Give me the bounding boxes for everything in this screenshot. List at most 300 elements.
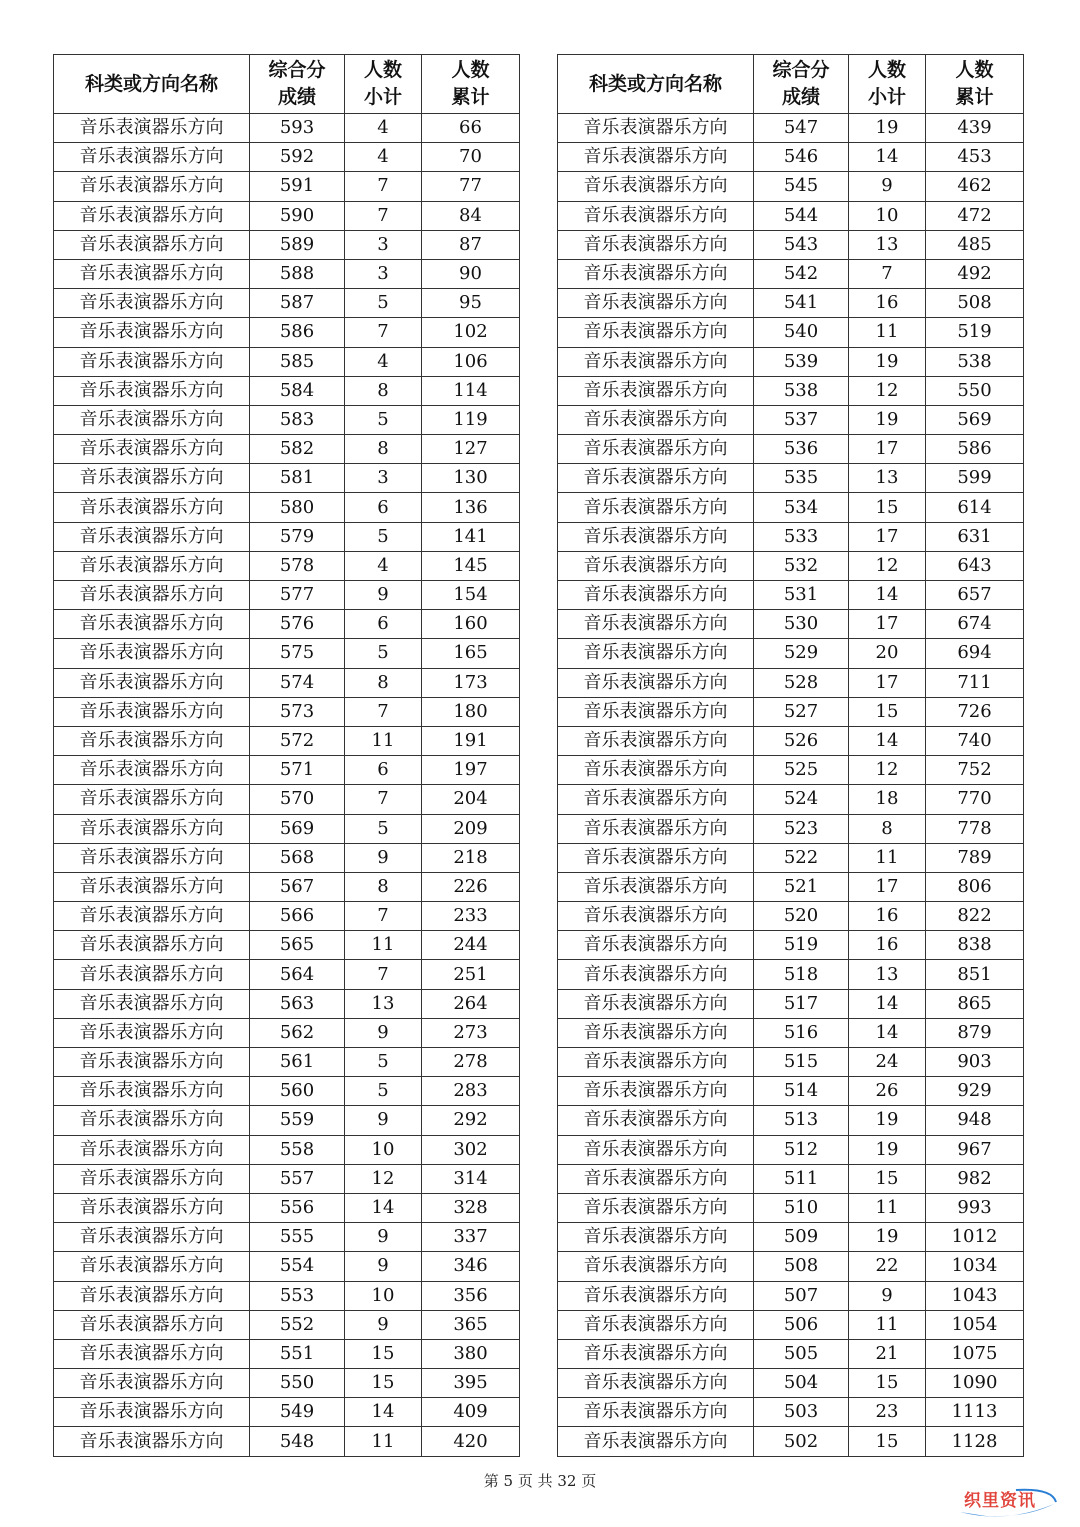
- cell-count: 4: [345, 114, 422, 143]
- cell-count: 26: [849, 1077, 926, 1106]
- cell-cumulative: 657: [926, 581, 1024, 610]
- cell-count: 6: [345, 756, 422, 785]
- cell-cumulative: 770: [926, 785, 1024, 814]
- cell-cumulative: 519: [926, 318, 1024, 347]
- cell-category-name: 音乐表演器乐方向: [558, 1077, 754, 1106]
- cell-score: 512: [754, 1135, 849, 1164]
- cell-score: 532: [754, 551, 849, 580]
- cell-score: 509: [754, 1223, 849, 1252]
- cell-count: 5: [345, 1077, 422, 1106]
- table-row: [558, 464, 1024, 493]
- cell-score: 550: [250, 1369, 345, 1398]
- cell-cumulative: 420: [422, 1427, 520, 1456]
- cell-category-name: 音乐表演器乐方向: [54, 1135, 250, 1164]
- cell-score: 540: [754, 318, 849, 347]
- table-row: [558, 259, 1024, 288]
- cell-score: 546: [754, 143, 849, 172]
- cell-cumulative: 851: [926, 960, 1024, 989]
- header-cumulative: 人数 累计: [422, 55, 520, 114]
- cell-score: 588: [250, 259, 345, 288]
- cell-cumulative: 439: [926, 114, 1024, 143]
- table-header-row: [558, 55, 1024, 114]
- header-count: 人数 小计: [345, 55, 422, 114]
- cell-score: 528: [754, 668, 849, 697]
- cell-cumulative: 119: [422, 405, 520, 434]
- table-row: [54, 610, 520, 639]
- table-row: [558, 1193, 1024, 1222]
- cell-score: 544: [754, 201, 849, 230]
- cell-count: 11: [849, 1193, 926, 1222]
- cell-score: 576: [250, 610, 345, 639]
- table-row: [54, 639, 520, 668]
- cell-category-name: 音乐表演器乐方向: [558, 522, 754, 551]
- cell-cumulative: 218: [422, 843, 520, 872]
- table-row: [54, 376, 520, 405]
- table-row: [558, 1164, 1024, 1193]
- cell-cumulative: 838: [926, 931, 1024, 960]
- cell-count: 13: [849, 230, 926, 259]
- cell-count: 11: [345, 726, 422, 755]
- score-table-right: [557, 54, 1024, 1457]
- footer-prefix: 第: [483, 1472, 499, 1490]
- cell-score: 541: [754, 289, 849, 318]
- cell-cumulative: 106: [422, 347, 520, 376]
- table-row: [54, 697, 520, 726]
- cell-score: 538: [754, 376, 849, 405]
- cell-category-name: 音乐表演器乐方向: [54, 902, 250, 931]
- cell-category-name: 音乐表演器乐方向: [558, 114, 754, 143]
- cell-category-name: 音乐表演器乐方向: [558, 464, 754, 493]
- cell-count: 9: [345, 1310, 422, 1339]
- cell-score: 562: [250, 1018, 345, 1047]
- table-row: [54, 1281, 520, 1310]
- cell-score: 545: [754, 172, 849, 201]
- cell-category-name: 音乐表演器乐方向: [558, 376, 754, 405]
- cell-score: 519: [754, 931, 849, 960]
- cell-cumulative: 967: [926, 1135, 1024, 1164]
- watermark-logo: [956, 1482, 1060, 1522]
- cell-category-name: 音乐表演器乐方向: [54, 1223, 250, 1252]
- cell-cumulative: 87: [422, 230, 520, 259]
- cell-count: 9: [345, 843, 422, 872]
- cell-score: 526: [754, 726, 849, 755]
- cell-count: 19: [849, 347, 926, 376]
- cell-category-name: 音乐表演器乐方向: [54, 639, 250, 668]
- cell-score: 505: [754, 1339, 849, 1368]
- cell-cumulative: 694: [926, 639, 1024, 668]
- cell-count: 16: [849, 931, 926, 960]
- cell-score: 552: [250, 1310, 345, 1339]
- cell-score: 571: [250, 756, 345, 785]
- cell-cumulative: 173: [422, 668, 520, 697]
- cell-score: 514: [754, 1077, 849, 1106]
- table-row: [54, 1106, 520, 1135]
- cell-category-name: 音乐表演器乐方向: [54, 785, 250, 814]
- table-row: [558, 1369, 1024, 1398]
- cell-count: 15: [849, 1369, 926, 1398]
- cell-category-name: 音乐表演器乐方向: [54, 405, 250, 434]
- cell-cumulative: 141: [422, 522, 520, 551]
- cell-count: 13: [345, 989, 422, 1018]
- cell-score: 510: [754, 1193, 849, 1222]
- cell-count: 14: [849, 726, 926, 755]
- cell-count: 24: [849, 1048, 926, 1077]
- cell-cumulative: 302: [422, 1135, 520, 1164]
- cell-category-name: 音乐表演器乐方向: [558, 1252, 754, 1281]
- cell-score: 522: [754, 843, 849, 872]
- cell-score: 592: [250, 143, 345, 172]
- header-name: 科类或方向名称: [54, 55, 250, 114]
- cell-category-name: 音乐表演器乐方向: [558, 493, 754, 522]
- cell-cumulative: 550: [926, 376, 1024, 405]
- cell-cumulative: 508: [926, 289, 1024, 318]
- cell-category-name: 音乐表演器乐方向: [558, 931, 754, 960]
- cell-count: 7: [345, 960, 422, 989]
- cell-cumulative: 752: [926, 756, 1024, 785]
- cell-cumulative: 643: [926, 551, 1024, 580]
- cell-cumulative: 130: [422, 464, 520, 493]
- table-row: [558, 1018, 1024, 1047]
- cell-count: 7: [345, 172, 422, 201]
- header-score: 综合分 成绩: [250, 55, 345, 114]
- cell-category-name: 音乐表演器乐方向: [558, 1135, 754, 1164]
- cell-count: 13: [849, 464, 926, 493]
- cell-category-name: 音乐表演器乐方向: [558, 639, 754, 668]
- table-row: [558, 1077, 1024, 1106]
- cell-cumulative: 993: [926, 1193, 1024, 1222]
- table-row: [54, 726, 520, 755]
- cell-category-name: 音乐表演器乐方向: [558, 668, 754, 697]
- cell-category-name: 音乐表演器乐方向: [54, 960, 250, 989]
- table-row: [558, 172, 1024, 201]
- cell-count: 12: [849, 376, 926, 405]
- cell-cumulative: 1128: [926, 1427, 1024, 1456]
- table-row: [558, 960, 1024, 989]
- table-row: [54, 289, 520, 318]
- footer-total-pages: 32: [557, 1472, 577, 1490]
- cell-category-name: 音乐表演器乐方向: [54, 931, 250, 960]
- cell-cumulative: 191: [422, 726, 520, 755]
- cell-cumulative: 160: [422, 610, 520, 639]
- cell-cumulative: 244: [422, 931, 520, 960]
- cell-score: 569: [250, 814, 345, 843]
- cell-score: 520: [754, 902, 849, 931]
- cell-score: 513: [754, 1106, 849, 1135]
- cell-score: 523: [754, 814, 849, 843]
- cell-category-name: 音乐表演器乐方向: [54, 114, 250, 143]
- cell-category-name: 音乐表演器乐方向: [54, 1077, 250, 1106]
- table-row: [54, 902, 520, 931]
- cell-score: 580: [250, 493, 345, 522]
- cell-category-name: 音乐表演器乐方向: [558, 1369, 754, 1398]
- cell-score: 593: [250, 114, 345, 143]
- cell-count: 22: [849, 1252, 926, 1281]
- cell-count: 7: [345, 201, 422, 230]
- table-row: [558, 610, 1024, 639]
- cell-score: 537: [754, 405, 849, 434]
- table-row: [558, 872, 1024, 901]
- cell-cumulative: 711: [926, 668, 1024, 697]
- cell-score: 533: [754, 522, 849, 551]
- cell-score: 586: [250, 318, 345, 347]
- table-row: [558, 668, 1024, 697]
- cell-cumulative: 283: [422, 1077, 520, 1106]
- cell-category-name: 音乐表演器乐方向: [558, 697, 754, 726]
- table-row: [54, 1164, 520, 1193]
- cell-cumulative: 599: [926, 464, 1024, 493]
- table-row: [558, 376, 1024, 405]
- cell-cumulative: 726: [926, 697, 1024, 726]
- cell-category-name: 音乐表演器乐方向: [558, 1048, 754, 1077]
- table-row: [54, 259, 520, 288]
- cell-cumulative: 806: [926, 872, 1024, 901]
- cell-score: 531: [754, 581, 849, 610]
- cell-count: 8: [849, 814, 926, 843]
- cell-category-name: 音乐表演器乐方向: [558, 726, 754, 755]
- cell-score: 568: [250, 843, 345, 872]
- cell-count: 10: [345, 1135, 422, 1164]
- cell-category-name: 音乐表演器乐方向: [54, 1193, 250, 1222]
- cell-count: 14: [849, 1018, 926, 1047]
- table-row: [54, 1369, 520, 1398]
- table-row: [54, 230, 520, 259]
- header-cumulative: 人数 累计: [926, 55, 1024, 114]
- cell-cumulative: 865: [926, 989, 1024, 1018]
- table-row: [558, 1310, 1024, 1339]
- cell-score: 508: [754, 1252, 849, 1281]
- cell-cumulative: 982: [926, 1164, 1024, 1193]
- cell-category-name: 音乐表演器乐方向: [558, 1281, 754, 1310]
- cell-cumulative: 180: [422, 697, 520, 726]
- cell-count: 10: [345, 1281, 422, 1310]
- table-row: [558, 1048, 1024, 1077]
- cell-count: 23: [849, 1398, 926, 1427]
- table-row: [558, 902, 1024, 931]
- cell-count: 10: [849, 201, 926, 230]
- cell-cumulative: 631: [926, 522, 1024, 551]
- cell-score: 578: [250, 551, 345, 580]
- cell-score: 549: [250, 1398, 345, 1427]
- table-row: [54, 1427, 520, 1456]
- table-row: [54, 464, 520, 493]
- table-row: [54, 1310, 520, 1339]
- cell-category-name: 音乐表演器乐方向: [558, 1223, 754, 1252]
- cell-category-name: 音乐表演器乐方向: [54, 610, 250, 639]
- cell-count: 14: [345, 1398, 422, 1427]
- cell-score: 536: [754, 435, 849, 464]
- cell-score: 590: [250, 201, 345, 230]
- cell-score: 504: [754, 1369, 849, 1398]
- cell-category-name: 音乐表演器乐方向: [558, 143, 754, 172]
- cell-cumulative: 614: [926, 493, 1024, 522]
- cell-count: 12: [849, 551, 926, 580]
- table-row: [558, 697, 1024, 726]
- cell-cumulative: 569: [926, 405, 1024, 434]
- header-name: 科类或方向名称: [558, 55, 754, 114]
- cell-score: 530: [754, 610, 849, 639]
- cell-category-name: 音乐表演器乐方向: [54, 435, 250, 464]
- cell-count: 5: [345, 405, 422, 434]
- cell-score: 559: [250, 1106, 345, 1135]
- cell-count: 15: [849, 493, 926, 522]
- cell-score: 560: [250, 1077, 345, 1106]
- cell-count: 15: [849, 697, 926, 726]
- cell-category-name: 音乐表演器乐方向: [54, 668, 250, 697]
- cell-count: 6: [345, 610, 422, 639]
- cell-score: 583: [250, 405, 345, 434]
- table-row: [558, 989, 1024, 1018]
- cell-count: 19: [849, 114, 926, 143]
- cell-cumulative: 292: [422, 1106, 520, 1135]
- cell-score: 547: [754, 114, 849, 143]
- cell-cumulative: 251: [422, 960, 520, 989]
- cell-count: 16: [849, 289, 926, 318]
- cell-score: 557: [250, 1164, 345, 1193]
- cell-cumulative: 70: [422, 143, 520, 172]
- cell-cumulative: 740: [926, 726, 1024, 755]
- table-row: [558, 1339, 1024, 1368]
- cell-category-name: 音乐表演器乐方向: [558, 435, 754, 464]
- table-row: [558, 1281, 1024, 1310]
- cell-cumulative: 1054: [926, 1310, 1024, 1339]
- cell-category-name: 音乐表演器乐方向: [54, 581, 250, 610]
- cell-category-name: 音乐表演器乐方向: [54, 1164, 250, 1193]
- cell-cumulative: 789: [926, 843, 1024, 872]
- footer-page-number: 5: [503, 1472, 514, 1490]
- cell-score: 543: [754, 230, 849, 259]
- table-row: [558, 1398, 1024, 1427]
- cell-category-name: 音乐表演器乐方向: [54, 1048, 250, 1077]
- cell-cumulative: 1075: [926, 1339, 1024, 1368]
- cell-count: 19: [849, 1106, 926, 1135]
- cell-count: 4: [345, 551, 422, 580]
- cell-category-name: 音乐表演器乐方向: [558, 172, 754, 201]
- cell-category-name: 音乐表演器乐方向: [54, 814, 250, 843]
- cell-cumulative: 538: [926, 347, 1024, 376]
- table-row: [558, 639, 1024, 668]
- cell-category-name: 音乐表演器乐方向: [54, 493, 250, 522]
- cell-score: 516: [754, 1018, 849, 1047]
- cell-category-name: 音乐表演器乐方向: [54, 1106, 250, 1135]
- cell-category-name: 音乐表演器乐方向: [54, 172, 250, 201]
- cell-category-name: 音乐表演器乐方向: [558, 1398, 754, 1427]
- table-row: [54, 435, 520, 464]
- cell-count: 14: [849, 989, 926, 1018]
- table-row: [558, 785, 1024, 814]
- table-row: [54, 1193, 520, 1222]
- cell-score: 572: [250, 726, 345, 755]
- cell-category-name: 音乐表演器乐方向: [558, 1164, 754, 1193]
- table-row: [54, 522, 520, 551]
- cell-count: 6: [345, 493, 422, 522]
- cell-count: 9: [345, 1223, 422, 1252]
- cell-count: 14: [849, 143, 926, 172]
- cell-count: 13: [849, 960, 926, 989]
- cell-category-name: 音乐表演器乐方向: [558, 318, 754, 347]
- table-row: [54, 1018, 520, 1047]
- cell-category-name: 音乐表演器乐方向: [54, 872, 250, 901]
- cell-cumulative: 145: [422, 551, 520, 580]
- cell-category-name: 音乐表演器乐方向: [54, 1427, 250, 1456]
- cell-count: 7: [345, 785, 422, 814]
- cell-category-name: 音乐表演器乐方向: [558, 405, 754, 434]
- cell-category-name: 音乐表演器乐方向: [54, 1018, 250, 1047]
- cell-count: 19: [849, 405, 926, 434]
- table-row: [558, 347, 1024, 376]
- cell-category-name: 音乐表演器乐方向: [54, 726, 250, 755]
- table-row: [54, 872, 520, 901]
- cell-score: 548: [250, 1427, 345, 1456]
- cell-cumulative: 233: [422, 902, 520, 931]
- cell-cumulative: 278: [422, 1048, 520, 1077]
- cell-cumulative: 328: [422, 1193, 520, 1222]
- cell-count: 16: [849, 902, 926, 931]
- table-row: [54, 172, 520, 201]
- cell-count: 11: [849, 318, 926, 347]
- table-row: [54, 347, 520, 376]
- table-row: [54, 551, 520, 580]
- cell-cumulative: 674: [926, 610, 1024, 639]
- cell-category-name: 音乐表演器乐方向: [54, 522, 250, 551]
- cell-category-name: 音乐表演器乐方向: [54, 551, 250, 580]
- table-body-left: [54, 114, 520, 1457]
- cell-count: 17: [849, 610, 926, 639]
- cell-score: 534: [754, 493, 849, 522]
- table-row: [54, 1252, 520, 1281]
- cell-cumulative: 66: [422, 114, 520, 143]
- cell-cumulative: 879: [926, 1018, 1024, 1047]
- cell-category-name: 音乐表演器乐方向: [558, 347, 754, 376]
- table-row: [558, 756, 1024, 785]
- cell-cumulative: 929: [926, 1077, 1024, 1106]
- cell-count: 3: [345, 259, 422, 288]
- cell-score: 587: [250, 289, 345, 318]
- cell-category-name: 音乐表演器乐方向: [558, 756, 754, 785]
- cell-cumulative: 209: [422, 814, 520, 843]
- cell-count: 4: [345, 347, 422, 376]
- cell-cumulative: 204: [422, 785, 520, 814]
- cell-cumulative: 1034: [926, 1252, 1024, 1281]
- cell-cumulative: 1090: [926, 1369, 1024, 1398]
- cell-count: 4: [345, 143, 422, 172]
- cell-count: 9: [345, 1252, 422, 1281]
- cell-cumulative: 114: [422, 376, 520, 405]
- footer-middle: 页 共: [517, 1472, 553, 1490]
- table-row: [558, 1135, 1024, 1164]
- cell-count: 8: [345, 668, 422, 697]
- cell-cumulative: 346: [422, 1252, 520, 1281]
- cell-count: 17: [849, 522, 926, 551]
- table-row: [54, 843, 520, 872]
- cell-count: 17: [849, 872, 926, 901]
- cell-category-name: 音乐表演器乐方向: [558, 1106, 754, 1135]
- cell-category-name: 音乐表演器乐方向: [54, 989, 250, 1018]
- table-row: [558, 843, 1024, 872]
- cell-score: 558: [250, 1135, 345, 1164]
- cell-category-name: 音乐表演器乐方向: [54, 1310, 250, 1339]
- table-row: [54, 1398, 520, 1427]
- cell-count: 5: [345, 814, 422, 843]
- cell-count: 5: [345, 1048, 422, 1077]
- cell-cumulative: 903: [926, 1048, 1024, 1077]
- cell-count: 5: [345, 522, 422, 551]
- cell-score: 503: [754, 1398, 849, 1427]
- table-row: [558, 405, 1024, 434]
- table-row: [54, 814, 520, 843]
- cell-score: 535: [754, 464, 849, 493]
- cell-count: 8: [345, 376, 422, 405]
- cell-score: 517: [754, 989, 849, 1018]
